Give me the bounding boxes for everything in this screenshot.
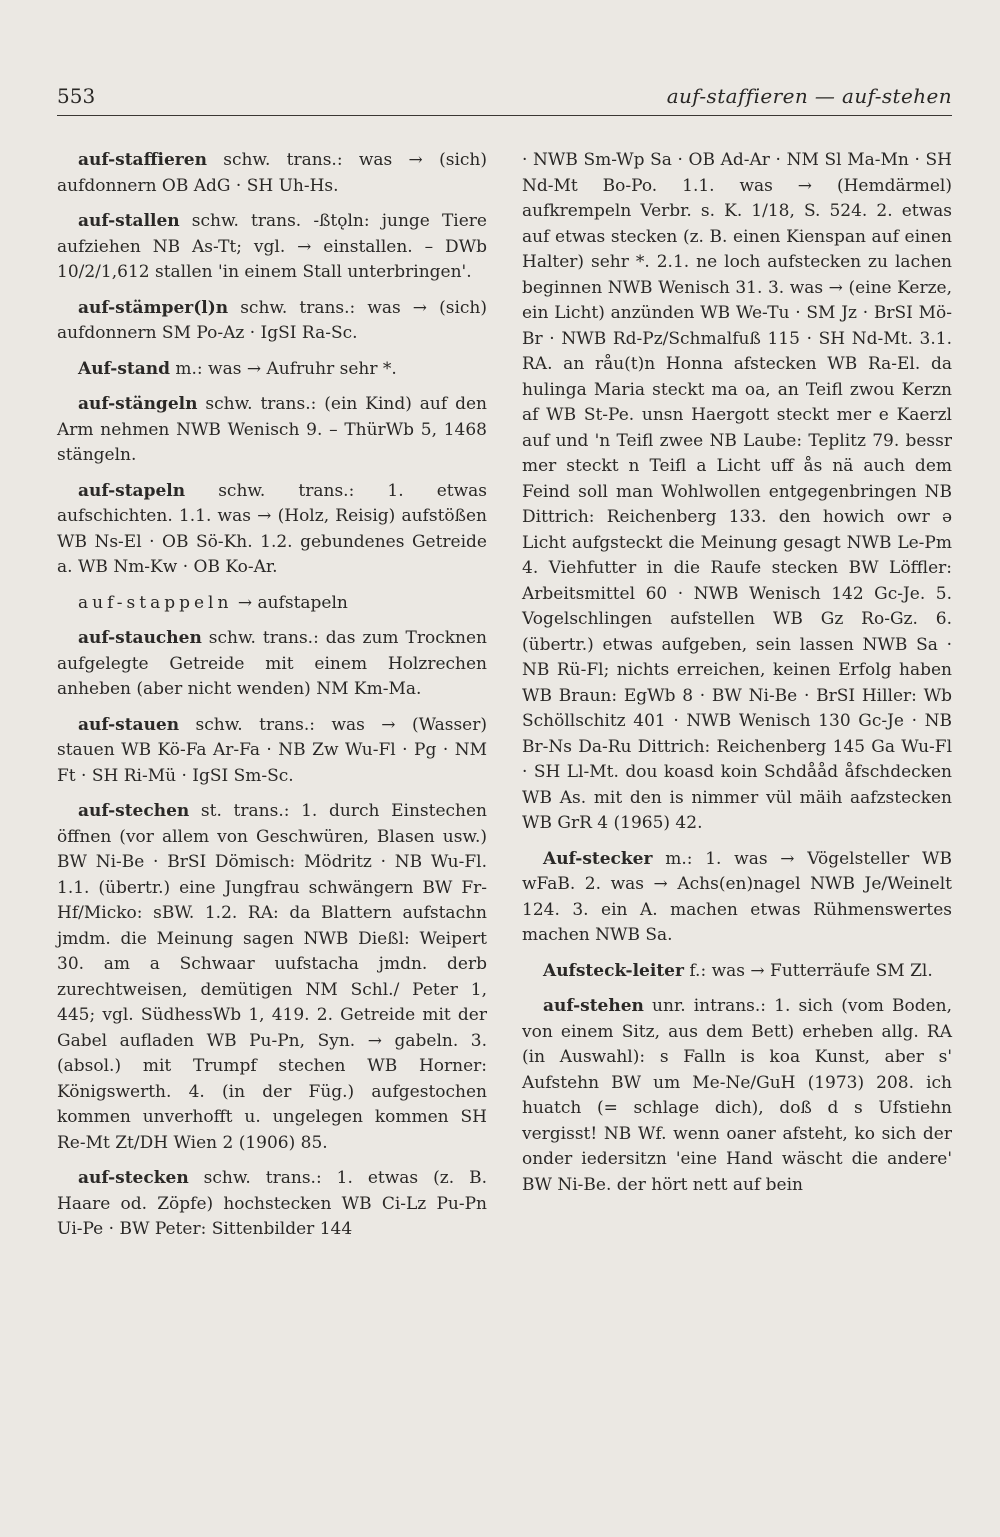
- entry-aufsteck-leiter: [522, 959, 952, 985]
- entry-body: m.: 1. was → Vögelsteller WB wFaB. 2. was → Achs(en)nagel NWB Je/Weinelt 124. 3. ein A. machen etwas Rühmenswertes machen NWB Sa.: [522, 848, 952, 945]
- headword: auf-stapeln: [78, 480, 186, 501]
- headword: auf-stehen: [543, 996, 644, 1016]
- entry-auf-stecken: [57, 1166, 487, 1243]
- entry-body: st. trans.: 1. durch Einstechen öffnen (vor allem von Geschwüren, Blasen usw.) BW Ni-Be · BrSI Dömisch: Mödritz · NB Wu-Fl. 1.1. (übertr.) eine Jungfrau schwängern BW Fr-Hf/Micko: sBW. 1.2. RA: da Blattern aufstachn jmdm. die Meinung sagen NWB Dießl: Weipert 30. am a Schwaar uufstacha jmdn. derb zurechtweisen, demütigen NM Schl./ Peter 1, 445; vgl. SüdhessWb 1, 419. 2. Getreide mit der Gabel aufladen WB Pu-Pn, Syn. → gabeln. 3. (absol.) mit Trumpf stechen WB Horner: Königswerth. 4. (in der Füg.) aufgestochen kommen unverhofft u. ungelegen kommen SH Re-Mt Zt/DH Wien 2 (1906) 85.: [57, 801, 487, 1153]
- entry-body: f.: was → Futterräufe SM Zl.: [683, 960, 933, 981]
- entry-auf-stallen: [57, 209, 487, 286]
- entry-body: schw. trans.: 1. etwas aufschichten. 1.1. was → (Holz, Reisig) aufstößen WB Ns-El · OB Sö-Kh. 1.2. gebundenes Getreide a. WB Nm-Kw · OB Ko-Ar.: [57, 480, 487, 577]
- left-column: [57, 148, 487, 1253]
- headword: auf-stecken: [78, 1168, 189, 1188]
- headword: auf-staffieren: [78, 150, 207, 170]
- header-rule: [57, 115, 952, 116]
- entry-body: schw. trans. -ßtǫln: junge Tiere aufziehen NB As-Tt; vgl. → einstallen. – DWb 10/2/1,612 stallen 'in einem Stall unterbringen'.: [57, 211, 487, 282]
- page-header: [57, 84, 952, 108]
- page-number: 553: [57, 84, 96, 108]
- entry-auf-stechen: [57, 799, 487, 1156]
- headword: auf-stechen: [78, 801, 190, 821]
- entry-body: schw. trans.: was → (sich) aufdonnern OB AdG · SH Uh-Hs.: [57, 150, 487, 196]
- entry-auf-stauen: [57, 713, 487, 790]
- headword: Auf-stand: [78, 358, 170, 379]
- entry-body: schw. trans.: (ein Kind) auf den Arm nehmen NWB Wenisch 9. – ThürWb 5, 1468 stängeln.: [57, 394, 487, 465]
- headword: auf-stauen: [78, 714, 180, 735]
- headword: auf-stauchen: [78, 628, 202, 648]
- entry-body: unr. intrans.: 1. sich (vom Boden, von einem Sitz, aus dem Bett) erheben allg. RA (in Auswahl): s Falln is koa Kunst, aber s' Aufstehn BW um Me-Ne/GuH (1973) 208. ich huatch (= schlage dich), doß d s Ufstiehn vergisst! NB Wf. wenn oaner afsteht, ko sich der onder iedersitzn 'eine Hand wäscht die andere' BW Ni-Be. der hört nett auf bein: [522, 996, 952, 1195]
- entry-auf-staengeln: [57, 392, 487, 469]
- headword: auf-stämper(l)n: [78, 297, 229, 318]
- entry-auf-stand: [57, 357, 487, 383]
- headword: auf-stallen: [78, 211, 180, 231]
- entry-body: schw. trans.: das zum Trocknen aufgelegte Getreide mit einem Holzrechen anheben (aber nicht wenden) NM Km-Ma.: [57, 628, 487, 699]
- right-column: [522, 148, 952, 1208]
- headword: auf-stängeln: [78, 394, 198, 414]
- entry-body: · NWB Sm-Wp Sa · OB Ad-Ar · NM Sl Ma-Mn · SH Nd-Mt Bo-Po. 1.1. was → (Hemdärmel) aufkrempeln Verbr. s. K. 1/18, S. 524. 2. etwas auf etwas stecken (z. B. einen Kienspan auf einen Halter) sehr *. 2.1. ne loch aufstecken zu lachen beginnen NWB Wenisch 31. 3. was → (eine Kerze, ein Licht) anzünden WB We-Tu · SM Jz · BrSI Mö-Br · NWB Rd-Pz/Schmalfuß 115 · SH Nd-Mt. 3.1. RA. an råu(t)n Honna afstecken WB Ra-El. da hulinga Maria steckt ma oa, an Teifl zwou Kerzn af WB St-Pe. unsn Haergott steckt mer e Kaerzl auf und 'n Teifl zwee NB Laube: Teplitz 79. bessr mer steckt n Teifl a Licht uff ås nä auch dem Feind soll man Wohlwollen entgegenbringen NB Dittrich: Reichenberg 133. den howich owr ə Licht aufgsteckt die Meinung gesagt NWB Le-Pm 4. Viehfutter in die Raufe stecken BW Löffler: Arbeitsmittel 60 · NWB Wenisch 142 Gc-Je. 5. Vogelschlingen aufstellen WB Gz Ro-Gz. 6. (übertr.) etwas aufgeben, sein lassen NWB Sa · NB Rü-Fl; nichts erreichen, keinen Erfolg haben WB Braun: EgWb 8 · BW Ni-Be · BrSI Hiller: Wb Schöllschitz 401 · NWB Wenisch 130 Gc-Je · NB Br-Ns Da-Ru Dittrich: Reichenberg 145 Ga Wu-Fl · SH Ll-Mt. dou koasd koin Schdååd åfschdecken WB As. mit den is nimmer vül mäih aafzstecken WB GrR 4 (1965) 42.: [522, 150, 952, 833]
- headword: Auf-stecker: [543, 848, 653, 869]
- entry-body: schw. trans.: 1. etwas (z. B. Haare od. Zöpfe) hochstecken WB Ci-Lz Pu-Pn Ui-Pe · BW Peter: Sittenbilder 144: [57, 1168, 487, 1239]
- headword: auf-stappeln: [78, 592, 233, 613]
- entry-auf-stauchen: [57, 626, 487, 703]
- entry-auf-stehen: [522, 994, 952, 1198]
- headword: Aufsteck-leiter: [543, 960, 684, 981]
- entry-auf-stecken-continued: [522, 148, 952, 837]
- entry-auf-stecker: [522, 847, 952, 949]
- entry-auf-staffieren: [57, 148, 487, 199]
- entry-body: schw. trans.: was → (Wasser) stauen WB Kö-Fa Ar-Fa · NB Zw Wu-Fl · Pg · NM Ft · SH Ri-Mü · IgSI Sm-Sc.: [57, 714, 487, 786]
- entry-auf-stapeln: [57, 479, 487, 581]
- entry-body: schw. trans.: was → (sich) aufdonnern SM Po-Az · IgSI Ra-Sc.: [57, 297, 487, 343]
- entry-body: m.: was → Aufruhr sehr *.: [170, 358, 397, 379]
- entry-auf-staemperln: [57, 296, 487, 347]
- entry-auf-stappeln: [57, 591, 487, 617]
- running-title: auf-staffieren — auf-stehen: [666, 84, 952, 108]
- entry-body: → aufstapeln: [232, 592, 348, 613]
